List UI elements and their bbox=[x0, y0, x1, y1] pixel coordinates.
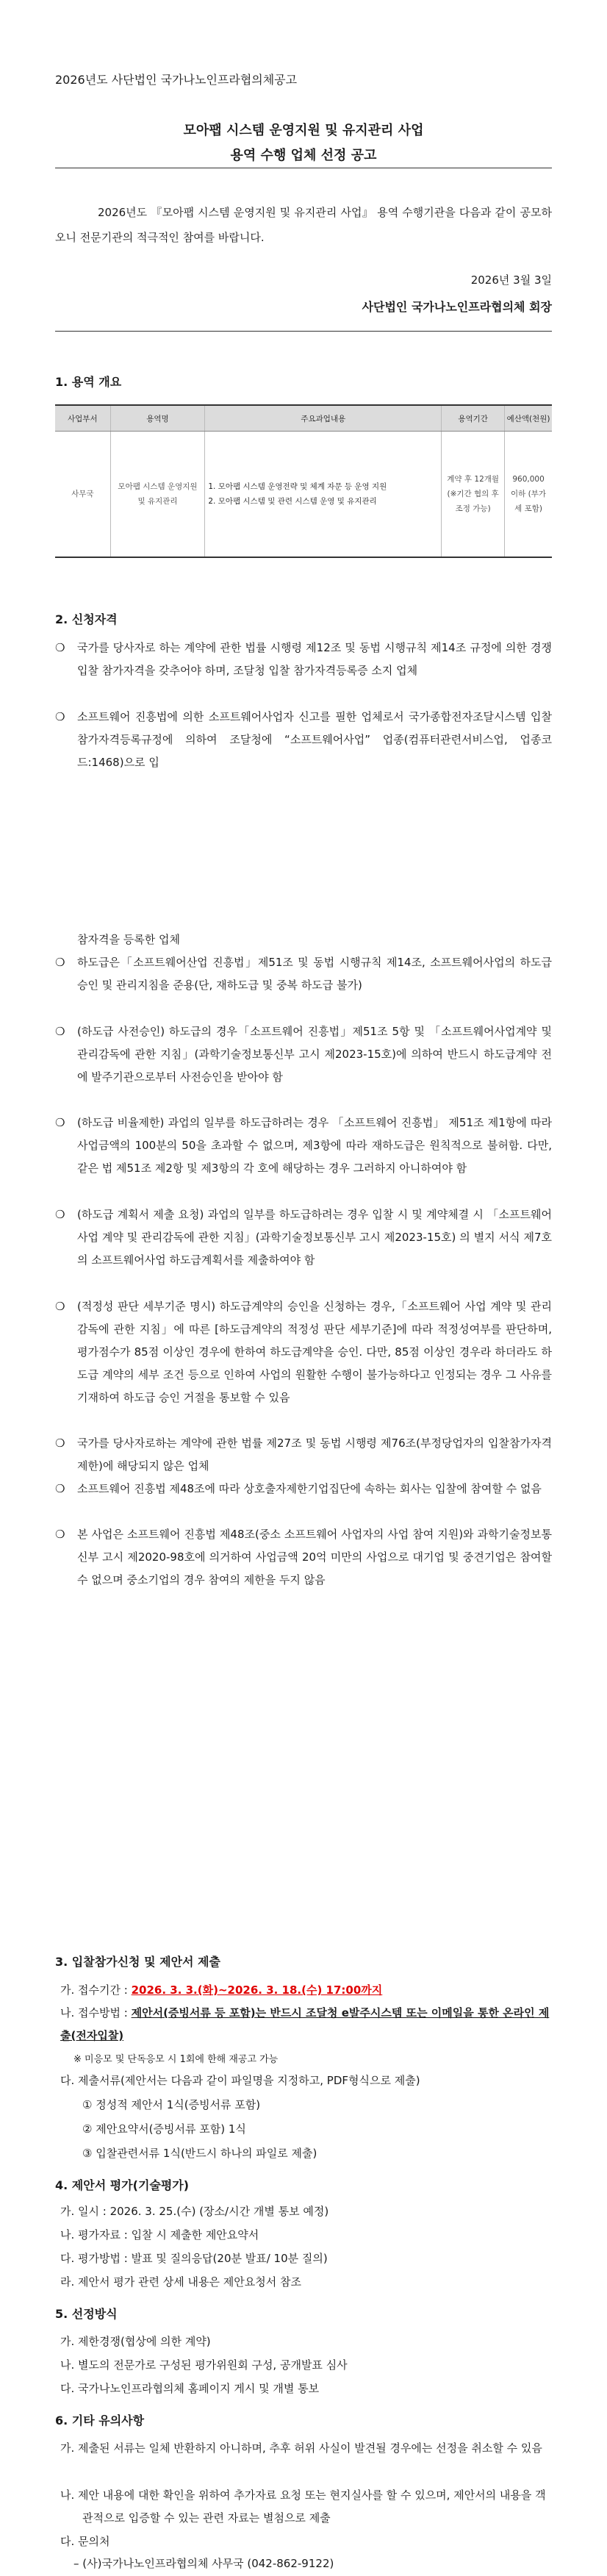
eligibility-text: 하도급은「소프트웨어산업 진흥법」제51조 및 동법 시행규칙 제14조, 소프트웨어사업의 하도급 승인 및 관리지침을 준용(단, 재하도급 및 중복 하도급 불가) bbox=[77, 956, 552, 992]
notice-item: 나. 제안 내용에 대한 확인을 위하여 추가자료 요청 또는 현지실사를 할 수 있으며, 제안서의 내용을 객관적으로 입증할 수 있는 관련 자료는 별첨으로 제출 bbox=[60, 2489, 546, 2525]
eligibility-text: (하도급 비율제한) 과업의 일부를 하도급하려는 경우 「소프트웨어 진흥법」 제51조 제1항에 따라 사업금액의 100분의 50을 초과할 수 없으며, 제3항에 따라 재하도급은 원칙적으로 불허함. 다만, 같은 법 제51조 제2항 및 제3항의 각 호에 해당하는 경우 그러하지 아니하여야 함 bbox=[77, 1116, 552, 1175]
list-item bbox=[55, 1295, 552, 1409]
intro-paragraph: 2026년도 『모아팹 시스템 운영지원 및 유지관리 사업』 용역 수행기관을 다음과 같이 공모하오니 전문기관의 적극적인 참여를 바랍니다. bbox=[55, 206, 552, 244]
notice-label: 2026년도 사단법인 국가나노인프라협의체공고 bbox=[55, 73, 298, 87]
eligibility-text: 국가를 당사자로 하는 계약에 관한 법률 시행령 제12조 및 동법 시행규칙 제14조 규정에 의한 경쟁입찰 참가자격을 갖추어야 하며, 조달청 입찰 참가자격등록증 소지 업체 bbox=[77, 641, 552, 677]
bullet-mark: ❍ bbox=[55, 1025, 65, 1038]
bullet-mark: ❍ bbox=[55, 1208, 65, 1221]
eligibility-text: (하도급 계획서 제출 요청) 과업의 일부를 하도급하려는 경우 입찰 시 및 계약체결 시 「소프트웨어사업 계약 및 관리감독에 관한 지침」(과학기술정보통신부 고시 제2023-15호) 의 별지 서식 제7호의 소프트웨어사업 하도급계획서를 제출하여야 함 bbox=[77, 1208, 552, 1267]
bullet-mark: ❍ bbox=[55, 1300, 65, 1313]
eligibility-text: (적정성 판단 세부기준 명시) 하도급계약의 승인을 신청하는 경우,「소프트웨어 사업 계약 및 관리감독에 관한 지침」에 따른 [하도급계약의 적정성 판단 세부기준]에 따라 적정성여부를 판단하며, 평가점수가 85점 이상인 경우에 한하여 하도급계약을 승인. 다만, 85점 이상인 경우라 하더라도 하도급 계약의 세부 조건 등으로 인하여 사업의 원활한 수행이 불가능하다고 인정되는 경우 그 사유를 기재하여 하도급 승인 거절을 통보할 수 있음 bbox=[77, 1300, 552, 1404]
required-docs-label: 다. 제출서류(제안서는 다음과 같이 파일명을 지정하고, PDF형식으로 제출) bbox=[60, 2074, 420, 2087]
cell-period: 계약 후 12개월 (※기간 협의 후 조정 가능) bbox=[442, 432, 505, 558]
list-item bbox=[55, 951, 552, 997]
method-label: 나. 접수방법 : bbox=[60, 2006, 128, 2019]
section-1-heading: 1. 용역 개요 bbox=[55, 375, 122, 389]
table-header-row bbox=[55, 405, 552, 432]
doc-item: ① 정성적 제안서 1식(증빙서류 포함) bbox=[82, 2098, 261, 2111]
list-item bbox=[55, 1203, 552, 1272]
list-item bbox=[55, 706, 552, 774]
method-value: 제안서(증빙서류 등 포함)는 반드시 조달청 e발주시스템 또는 이메일을 통한 온라인 제출(전자입찰) bbox=[60, 2006, 550, 2042]
header-tasks: 주요과업내용 bbox=[205, 405, 442, 432]
table-row bbox=[55, 432, 552, 558]
period-label: 가. 접수기간 : bbox=[60, 1983, 128, 1997]
bullet-mark: ❍ bbox=[55, 1482, 65, 1495]
evaluation-item: 다. 평가방법 : 발표 및 질의응답(20분 발표/ 10분 질의) bbox=[60, 2252, 328, 2265]
section-6-heading: 6. 기타 유의사항 bbox=[55, 2414, 145, 2427]
evaluation-item: 라. 제안서 평가 관련 상세 내용은 제안요청서 참조 bbox=[60, 2275, 301, 2289]
section-4-heading: 4. 제안서 평가(기술평가) bbox=[55, 2178, 190, 2192]
list-item bbox=[55, 637, 552, 682]
bullet-mark: ❍ bbox=[55, 710, 65, 723]
document-title-line1: 모아팹 시스템 운영지원 및 유지관리 사업 bbox=[183, 123, 424, 138]
submission-method bbox=[60, 2002, 553, 2047]
overview-table bbox=[55, 404, 552, 558]
cell-tasks bbox=[205, 432, 442, 558]
selection-item: 다. 국가나노인프라협의체 홈페이지 게시 및 개별 통보 bbox=[60, 2382, 320, 2395]
bullet-mark: ❍ bbox=[55, 956, 65, 969]
notice-item: 가. 제출된 서류는 일체 반환하지 아니하며, 추후 허위 사실이 발견될 경우에는 선정을 취소할 수 있음 bbox=[60, 2441, 542, 2455]
cell-budget: 960,000 이하 (부가세 포함) bbox=[505, 432, 552, 558]
section-5-heading: 5. 선정방식 bbox=[55, 2307, 118, 2321]
bullet-mark: ❍ bbox=[55, 641, 65, 654]
header-period: 용역기간 bbox=[442, 405, 505, 432]
cell-dept: 사무국 bbox=[55, 432, 110, 558]
period-value: 2026. 3. 3.(화)~2026. 3. 18.(수) 17:00까지 bbox=[131, 1983, 383, 1997]
contact-info: – (사)국가나노인프라협의체 사무국 (042-862-9122) bbox=[73, 2557, 334, 2570]
header-budget: 예산액(천원) bbox=[505, 405, 552, 432]
intro-divider bbox=[55, 331, 552, 332]
section-3-heading: 3. 입찰참가신청 및 제안서 제출 bbox=[55, 1955, 220, 1969]
task-item-2: 2. 모아팹 시스템 및 관련 시스템 운영 및 유지관리 bbox=[208, 497, 377, 506]
evaluation-item: 나. 평가자료 : 입찰 시 제출한 제안요약서 bbox=[60, 2228, 259, 2242]
resubmission-note: ※ 미응모 및 단독응모 시 1회에 한해 재공고 가능 bbox=[73, 2054, 279, 2065]
evaluation-item: 가. 일시 : 2026. 3. 25.(수) (장소/시간 개별 통보 예정) bbox=[60, 2205, 329, 2218]
eligibility-text: 소프트웨어 진흥법에 의한 소프트웨어사업자 신고를 필한 업체로서 국가종합전자조달시스템 입찰참가자격등록규정에 의하여 조달청에 “소프트웨어사업” 업종(컴퓨터관련서비스업, 업종코드:1468)으로 입 bbox=[77, 710, 552, 769]
eligibility-text: 소프트웨어 진흥법 제48조에 따라 상호출자제한기업집단에 속하는 회사는 입찰에 참여할 수 없음 bbox=[77, 1482, 542, 1495]
cell-name: 모아팹 시스템 운영지원 및 유지관리 bbox=[110, 432, 205, 558]
eligibility-text: 국가를 당사자로하는 계약에 관한 법률 제27조 및 동법 시행령 제76조(부정당업자의 입찰참가자격 제한)에 해당되지 않은 업체 bbox=[77, 1437, 552, 1473]
submission-period bbox=[60, 1979, 553, 2002]
selection-item: 가. 제한경쟁(협상에 의한 계약) bbox=[60, 2335, 211, 2348]
eligibility-text: 본 사업은 소프트웨어 진흥법 제48조(중소 소프트웨어 사업자의 사업 참여 지원)와 과학기술정보통신부 고시 제2020-98호에 의거하여 사업금액 20억 미만의 사업으로 대기업 및 중견기업은 참여할 수 없으며 중소기업의 경우 참여의 제한을 두지 않음 bbox=[77, 1528, 552, 1586]
eligibility-text: (하도급 사전승인) 하도급의 경우「소프트웨어 진흥법」제51조 5항 및 「소프트웨어사업계약 및 관리감독에 관한 지침」(과학기술정보통신부 고시 제2023-15호)에 의하여 반드시 하도급계약 전에 발주기관으로부터 사전승인을 받아야 함 bbox=[77, 1025, 552, 1084]
doc-item: ③ 입찰관련서류 1식(반드시 하나의 파일로 제출) bbox=[82, 2147, 317, 2160]
header-dept: 사업부서 bbox=[55, 405, 110, 432]
notice-item: 다. 문의처 bbox=[60, 2535, 110, 2548]
bullet-mark: ❍ bbox=[55, 1116, 65, 1129]
selection-item: 나. 별도의 전문가로 구성된 평가위원회 구성, 공개발표 심사 bbox=[60, 2358, 348, 2372]
signature: 사단법인 국가나노인프라협의체 회장 bbox=[362, 300, 552, 314]
list-item bbox=[55, 1478, 552, 1500]
page-break-continuation: 참자격을 등록한 업체 bbox=[77, 933, 180, 946]
list-item bbox=[55, 1523, 552, 1592]
list-item bbox=[55, 1432, 552, 1478]
bullet-mark: ❍ bbox=[55, 1437, 65, 1450]
bullet-mark: ❍ bbox=[55, 1528, 65, 1541]
doc-item: ② 제안요약서(증빙서류 포함) 1식 bbox=[82, 2122, 246, 2136]
section-2-heading: 2. 신청자격 bbox=[55, 612, 118, 626]
task-item-1: 1. 모아팹 시스템 운영전략 및 체계 자문 등 운영 지원 bbox=[208, 482, 387, 491]
list-item bbox=[55, 1020, 552, 1089]
notice-date: 2026년 3월 3일 bbox=[470, 273, 552, 287]
document-title-line2: 용역 수행 업체 선정 공고 bbox=[230, 148, 377, 163]
header-name: 용역명 bbox=[110, 405, 205, 432]
list-item bbox=[55, 1112, 552, 1180]
